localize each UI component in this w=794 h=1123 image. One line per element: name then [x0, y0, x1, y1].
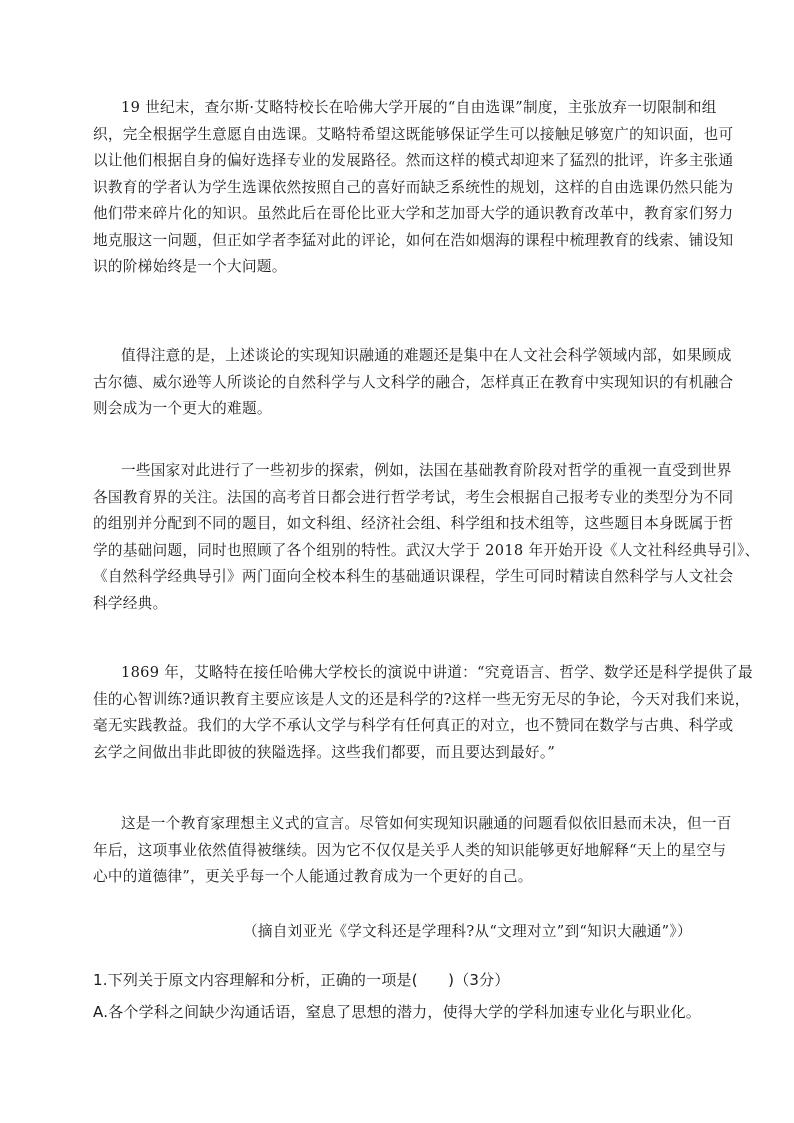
text-line: 《自然科学经典导引》两门面向全校本科生的基础通识课程，学生可同时精读自然科学与人文社会	[93, 568, 734, 585]
text-line: 织，完全根据学生意愿自由选课。艾略特希望这既能够保证学生可以接触足够宽广的知识面，也可	[93, 125, 734, 143]
article-paragraph-5	[93, 811, 732, 891]
article-paragraph-3	[93, 458, 760, 617]
text-line: 则会成为一个更大的难题。	[93, 400, 272, 417]
text-line: 1869 年，艾略特在接任哈佛大学校长的演说中讲道：“究竟语言、哲学、数学还是科学提供了最	[121, 664, 753, 681]
text-line: 值得注意的是，上述谈论的实现知识融通的难题还是集中在人文社会科学领域内部，如果顾成	[121, 347, 732, 364]
text-line: 心中的道德律”，更关乎每一个人能通过教育成为一个更好的自己。	[93, 868, 533, 885]
question-1-option-a: A.各个学科之间缺少沟通话语，窒息了思想的潜力，使得大学的学科加速专业化与职业化。	[93, 1003, 701, 1021]
text-line: 19 世纪末，查尔斯·艾略特校长在哈佛大学开展的“自由选课”制度，主张放弃一切限制和组	[121, 99, 717, 116]
text-line: 古尔德、威尔逊等人所谈论的自然科学与人文科学的融合，怎样真正在教育中实现知识的有机融合	[93, 373, 734, 391]
question-1-stem: 1.下列关于原文内容理解和分析，正确的一项是( )（3分）	[93, 971, 510, 989]
text-line: 识教育的学者认为学生选课依然按照自己的喜好而缺乏系统性的规划，这样的自由选课仍然只能为	[93, 178, 734, 196]
text-line: 的组别并分配到不同的题目，如文科组、经济社会组、科学组和技术组等，这些题目本身既属于哲	[93, 515, 734, 532]
article-paragraph-2	[93, 343, 734, 423]
text-line: 年后，这项事业依然值得被继续。因为它不仅仅是关乎人类的知识能够更好地解释“天上的星空与	[93, 841, 727, 859]
article-paragraph-1	[93, 95, 734, 281]
article-source-citation: （摘自刘亚光《学文科还是学理科?从“文理对立”到“知识大融通”》）	[243, 923, 692, 940]
text-line: 以让他们根据自身的偏好选择专业的发展路径。然而这样的模式却迎来了猛烈的批评，许多主张通	[93, 152, 734, 169]
article-paragraph-4	[93, 660, 753, 766]
text-line: 学的基础问题，同时也照顾了各个组别的特性。武汉大学于 2018 年开始开设《人文社科经典导引》、	[93, 541, 760, 559]
text-line: 各国教育界的关注。法国的高考首日都会进行哲学考试，考生会根据自己报考专业的类型分为不同	[93, 488, 734, 506]
text-line: 他们带来碎片化的知识。虽然此后在哥伦比亚大学和芝加哥大学的通识教育改革中，教育家们努力	[93, 205, 734, 222]
text-line: 毫无实践教益。我们的大学不承认文学与科学有任何真正的对立，也不赞同在数学与古典、科学或	[93, 717, 734, 734]
text-line: 这是一个教育家理想主义式的宣言。尽管如何实现知识融通的问题看似依旧悬而未决，但一百	[121, 815, 732, 832]
text-line: 地克服这一问题，但正如学者李猛对此的评论，如何在浩如烟海的课程中梳理教育的线索、铺设知	[93, 231, 734, 249]
text-line: 玄学之间做出非此即彼的狭隘选择。这些我们都要，而且要达到最好。”	[93, 743, 556, 761]
text-line: 识的阶梯始终是一个大问题。	[93, 258, 287, 275]
text-line: 佳的心智训练?通识教育主要应该是人文的还是科学的?这样一些无穷无尽的争论，今天对我们来说，	[93, 690, 750, 708]
text-line: 科学经典。	[93, 594, 168, 612]
text-line: 一些国家对此进行了一些初步的探索，例如，法国在基础教育阶段对哲学的重视一直受到世界	[121, 462, 732, 479]
